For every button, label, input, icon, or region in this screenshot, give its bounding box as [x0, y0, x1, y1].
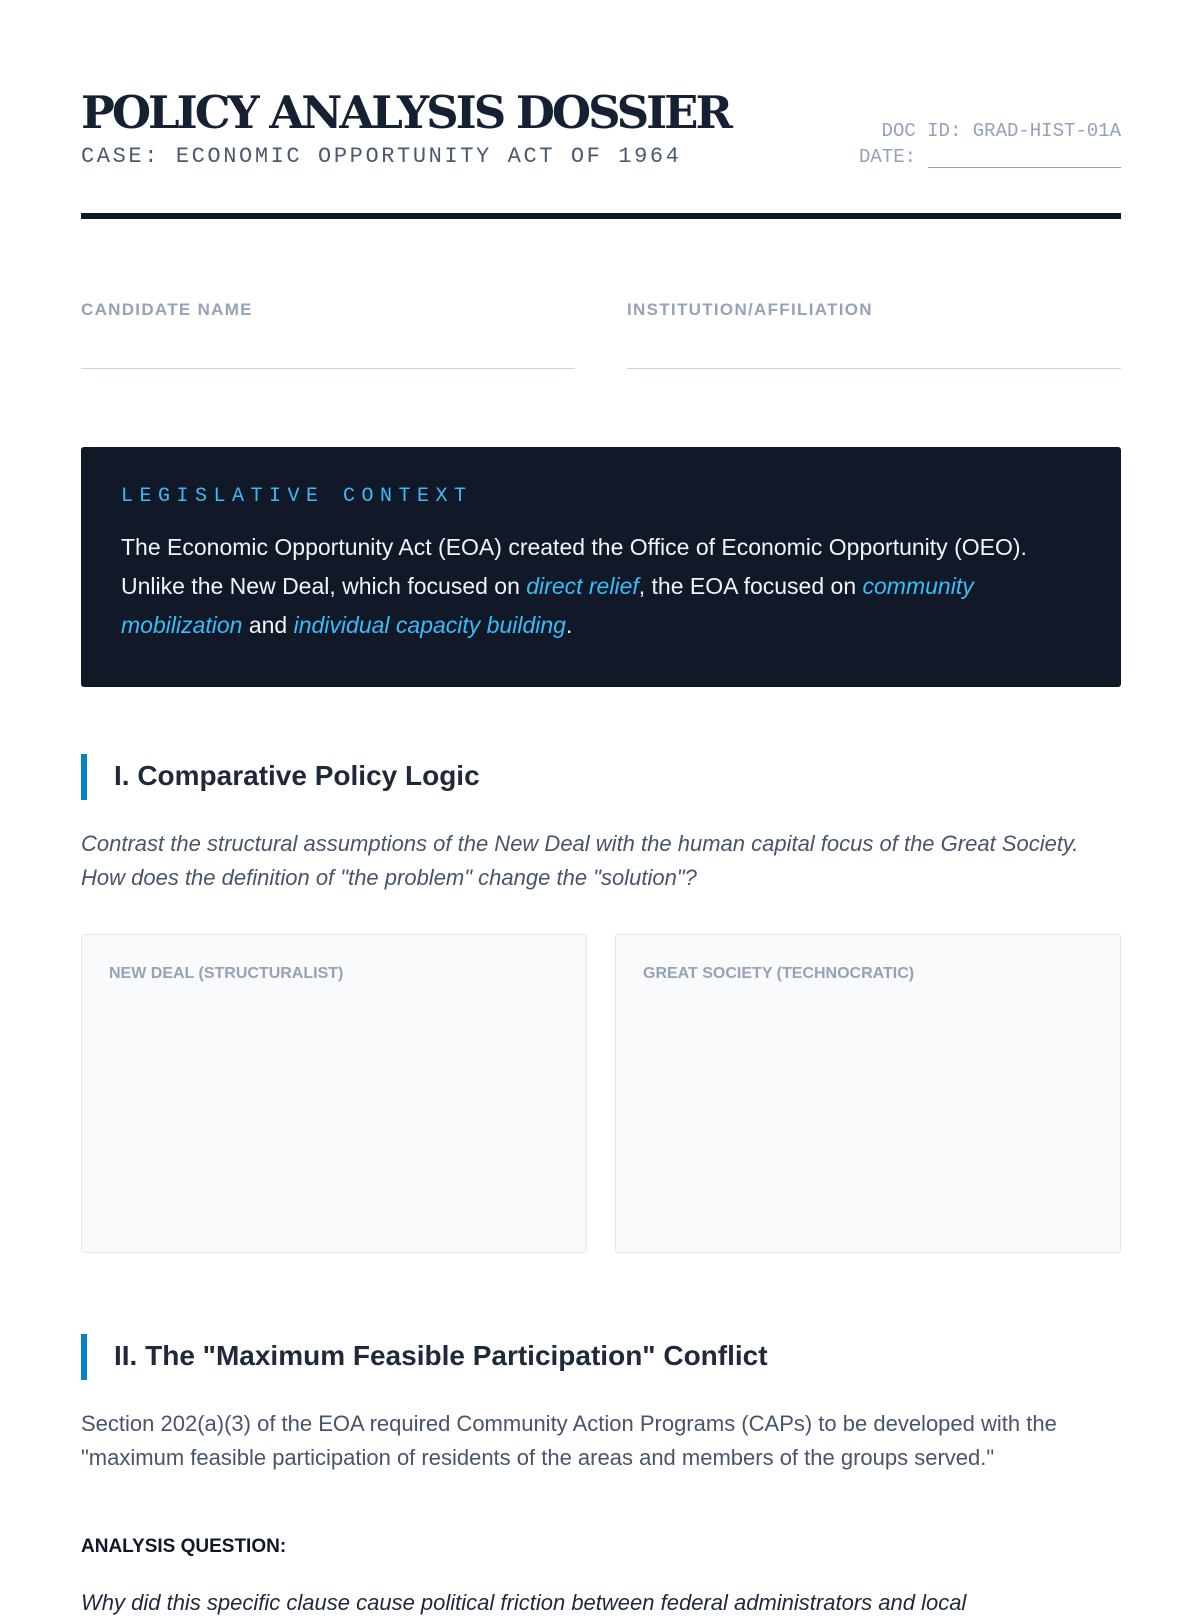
section-2-body: Section 202(a)(3) of the EOA required Community Action Programs (CAPs) to be developed with the "maximum feasible participation of residents of the areas and members of the groups served.": [81, 1411, 1057, 1470]
date-row: [821, 146, 1121, 172]
section-1-title: I. Comparative Policy Logic: [114, 760, 480, 791]
great-society-label: GREAT SOCIETY (TECHNOCRATIC): [643, 965, 915, 982]
candidate-name-line[interactable]: [81, 368, 575, 369]
section-2-heading: [81, 1334, 1121, 1380]
case-subtitle: CASE: ECONOMIC OPPORTUNITY ACT OF 1964: [81, 144, 682, 169]
legislative-context-panel: [81, 447, 1121, 687]
institution-label: INSTITUTION/AFFILIATION: [627, 300, 873, 319]
doc-id: DOC ID: GRAD-HIST-01A: [881, 120, 1121, 142]
section-1-prompt: Contrast the structural assumptions of the New Deal with the human capital focus of the Great Society. How does the definition of "the problem" change the "solution"?: [81, 831, 1079, 890]
new-deal-label: NEW DEAL (STRUCTURALIST): [109, 965, 344, 982]
context-emphasis: community mobilization: [121, 573, 974, 638]
date-field[interactable]: [928, 150, 1121, 168]
context-text: and: [242, 612, 294, 638]
context-body: [121, 528, 1081, 645]
document-header: [81, 0, 1121, 222]
context-text: The Economic Opportunity Act (EOA) created the Office of Economic Opportunity (OEO). Unlike the New Deal, which focused on: [121, 534, 1027, 599]
section-accent-bar: [81, 1334, 87, 1380]
date-label: DATE:: [858, 146, 916, 168]
candidate-fields: [81, 300, 1121, 382]
header-rule: [81, 213, 1121, 219]
great-society-answer-box[interactable]: [615, 934, 1121, 1253]
candidate-name-field[interactable]: [81, 300, 575, 369]
new-deal-answer-box[interactable]: [81, 934, 587, 1253]
institution-line[interactable]: [627, 368, 1121, 369]
section-1-heading: [81, 754, 1121, 800]
analysis-label: ANALYSIS QUESTION:: [81, 1536, 287, 1557]
document-title: POLICY ANALYSIS DOSSIER: [81, 86, 730, 139]
context-emphasis: direct relief: [526, 573, 639, 599]
section-2-title: II. The "Maximum Feasible Participation" Conflict: [114, 1340, 768, 1371]
context-text: .: [565, 612, 573, 638]
section-accent-bar: [81, 754, 87, 800]
context-text: , the EOA focused on: [638, 573, 863, 599]
analysis-question: Why did this specific clause cause political friction between federal administrators and local: [81, 1590, 967, 1615]
context-emphasis: individual capacity building: [293, 612, 566, 638]
document-meta: [821, 120, 1121, 172]
context-heading: LEGISLATIVE CONTEXT: [121, 485, 473, 508]
dossier-page: [81, 0, 1121, 1615]
candidate-name-label: CANDIDATE NAME: [81, 300, 253, 319]
institution-field[interactable]: [627, 300, 1121, 369]
